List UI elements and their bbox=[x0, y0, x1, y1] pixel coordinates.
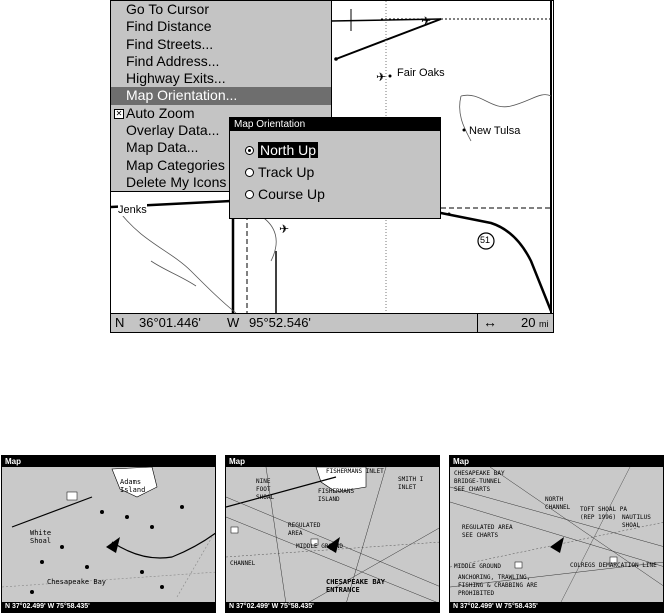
chart-label: NAUTILUS SHOAL bbox=[622, 514, 651, 529]
chart-label: REGULATED AREA SEE CHARTS bbox=[462, 524, 513, 539]
chart-label: TOFT SHOAL PA (REP 1996) bbox=[580, 506, 627, 521]
chart-label: MIDDLE GROUND bbox=[296, 543, 343, 550]
chart-label: CHESAPEAKE BAY ENTRANCE bbox=[326, 578, 386, 594]
town-fair-oaks: Fair Oaks bbox=[397, 67, 445, 79]
menu-item-label: Auto Zoom bbox=[126, 104, 195, 121]
menu-item-map-orientation[interactable] bbox=[111, 87, 331, 104]
option-label: North Up bbox=[260, 142, 317, 158]
option-label: Track Up bbox=[258, 164, 315, 180]
chart-label: FISHERMANS ISLAND bbox=[318, 488, 355, 503]
longitude-hemisphere: W bbox=[227, 315, 240, 330]
thumbnail-status-bar: N 37°02.499' W 75°58.435' bbox=[226, 602, 439, 612]
zoom-unit: mi bbox=[539, 319, 549, 329]
chart-label: SMITH I INLET bbox=[398, 476, 424, 491]
longitude-value: 95°52.546' bbox=[249, 315, 311, 330]
menu-item-find-streets[interactable] bbox=[111, 36, 331, 53]
chart-label: REGULATED AREA bbox=[288, 522, 321, 537]
menu-item-label: Find Streets... bbox=[126, 35, 214, 52]
gps-map-screen bbox=[110, 0, 554, 333]
menu-item-label: Map Data... bbox=[126, 139, 199, 156]
menu-item-go-to-cursor[interactable] bbox=[111, 1, 331, 18]
chart-label: CHANNEL bbox=[230, 560, 256, 567]
thumbnail-title: Map bbox=[226, 456, 439, 467]
menu-item-label: Find Distance bbox=[126, 18, 212, 35]
menu-item-label: Map Categories bbox=[126, 156, 225, 173]
menu-item-label: Map Orientation... bbox=[126, 87, 238, 104]
chart-label: CHESAPEAKE BAY BRIDGE-TUNNEL SEE CHARTS bbox=[454, 470, 505, 493]
auto-zoom-checkbox[interactable]: ✕ bbox=[115, 108, 123, 118]
menu-item-find-distance[interactable] bbox=[111, 18, 331, 35]
thumbnail-title: Map bbox=[2, 456, 215, 467]
map-orientation-dialog bbox=[229, 117, 441, 219]
map-thumbnail-course-up bbox=[449, 455, 664, 613]
menu-item-highway-exits[interactable] bbox=[111, 70, 331, 87]
chart-label: FISHERMANS INLET bbox=[326, 468, 384, 475]
latitude-hemisphere: N bbox=[115, 315, 125, 330]
thumbnail-status-bar: N 37°02.499' W 75°58.435' bbox=[450, 602, 663, 612]
chart-label: ANCHORING, TRAWLING, FISHING & CRABBING ARE PROHIBITED bbox=[458, 574, 538, 597]
chart-label: COLREGS DEMARCATION LINE bbox=[570, 562, 657, 569]
option-course-up[interactable] bbox=[230, 183, 440, 205]
option-track-up[interactable] bbox=[230, 161, 440, 183]
thumbnail-title: Map bbox=[450, 456, 663, 467]
chart-label: MIDDLE GROUND bbox=[454, 563, 501, 570]
latitude-value: 36°01.446' bbox=[139, 315, 201, 330]
chart-label: White Shoal bbox=[30, 529, 52, 545]
route-shield-label: 51 bbox=[480, 235, 491, 245]
zoom-value: 20 bbox=[521, 315, 536, 330]
map-thumbnail-north-up bbox=[1, 455, 216, 613]
town-new-tulsa: New Tulsa bbox=[469, 125, 521, 137]
chart-label: NINE FOOT SHOAL bbox=[256, 478, 275, 501]
chart-label: Chesapeake Bay bbox=[47, 578, 107, 586]
menu-item-find-address[interactable] bbox=[111, 53, 331, 70]
option-label: Course Up bbox=[258, 186, 325, 202]
zoom-range-icon: ↔ bbox=[483, 314, 497, 330]
chart-label: Adams Island bbox=[120, 478, 146, 494]
chart-label: NORTH CHANNEL bbox=[545, 496, 571, 511]
status-divider bbox=[477, 314, 478, 332]
svg-text:✈: ✈ bbox=[279, 222, 290, 236]
radio-icon[interactable] bbox=[245, 168, 254, 177]
town-jenks: Jenks bbox=[118, 204, 147, 216]
option-north-up[interactable] bbox=[230, 139, 440, 161]
menu-item-label: Go To Cursor bbox=[126, 1, 209, 17]
menu-item-label: Delete My Icons bbox=[126, 173, 227, 190]
menu-item-label: Find Address... bbox=[126, 52, 220, 69]
thumbnail-status-bar: N 37°02.499' W 75°58.435' bbox=[2, 602, 215, 612]
svg-text:✈: ✈ bbox=[421, 14, 432, 28]
radio-icon[interactable] bbox=[245, 190, 254, 199]
map-thumbnail-track-up bbox=[225, 455, 440, 613]
status-bar bbox=[111, 313, 553, 332]
menu-item-label: Highway Exits... bbox=[126, 70, 226, 87]
menu-item-label: Overlay Data... bbox=[126, 122, 220, 139]
dialog-title: Map Orientation bbox=[230, 118, 440, 131]
radio-selected-icon[interactable] bbox=[245, 146, 254, 155]
svg-text:✈: ✈ bbox=[376, 70, 387, 84]
